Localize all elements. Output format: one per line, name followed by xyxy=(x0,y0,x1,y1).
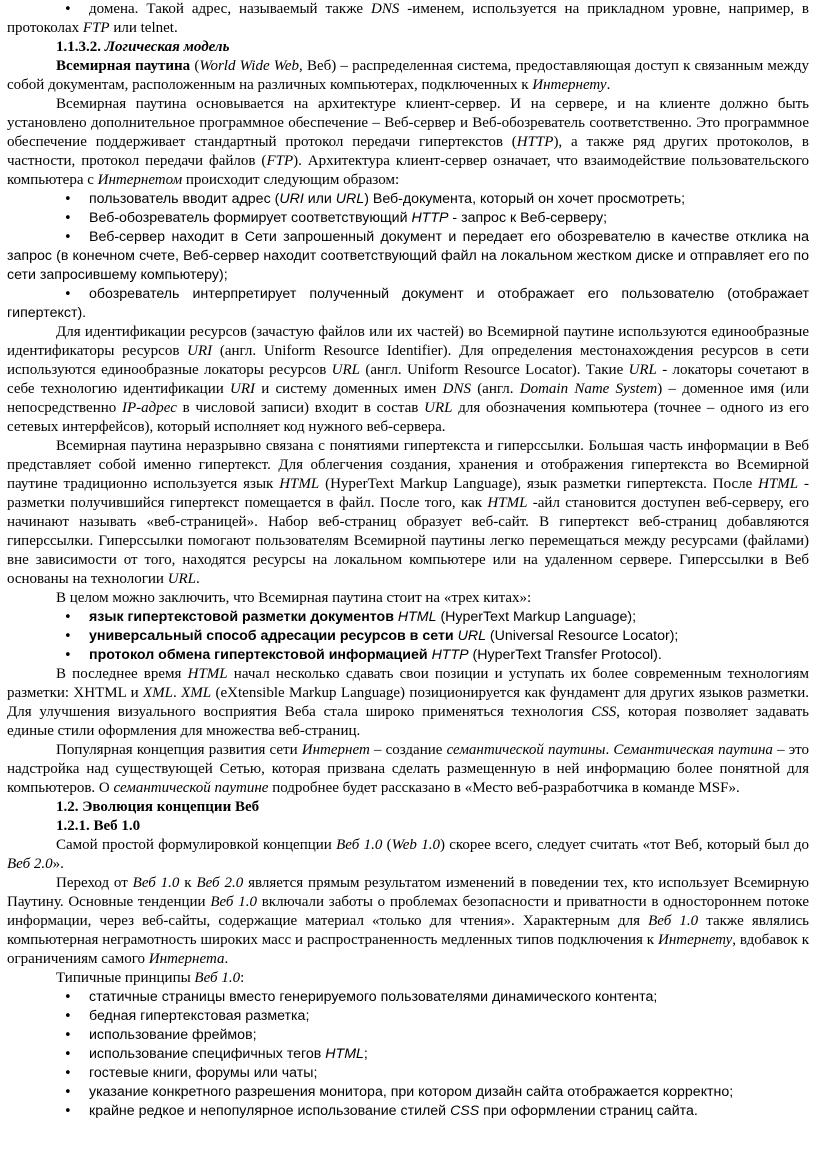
body-paragraph xyxy=(7,57,809,95)
emphasis-text: URL xyxy=(335,191,365,207)
text-run: Самой простой формулировкой концепции xyxy=(56,837,337,853)
emphasis-text: Интернет xyxy=(301,742,370,758)
text-run: (англ. Uniform Resource Identifier). Для определения местонахождения ресурсов в сети используются единообразные локаторы ресурсов xyxy=(7,343,809,378)
text-run: , вдобавок к ограничениям самого xyxy=(7,932,810,967)
emphasis-text: DNS xyxy=(442,381,471,397)
text-run: . xyxy=(224,951,229,967)
emphasis-text: HTML xyxy=(758,476,799,492)
bullet-item xyxy=(7,209,809,228)
emphasis-text: URL xyxy=(331,362,361,378)
text-run: 1.2. Эволюция концепции Веб xyxy=(56,799,260,815)
emphasis-text: CSS xyxy=(450,1103,480,1119)
emphasis-text: FTP xyxy=(82,20,110,36)
text-run: (eXtensible Markup Language) позиционируется как фундамент для других языков разметки. Для улучшения визуального восприятия Веба стала широко применяться технология xyxy=(7,685,810,720)
emphasis-text: Интернету xyxy=(532,77,607,93)
text-run: статичные страницы вместо генерируемого пользователями динамического контента; xyxy=(89,989,658,1005)
text-run: , которая позволяет задавать единые стили оформления для множества веб-страниц. xyxy=(7,704,809,739)
emphasis-text: семантической паутины xyxy=(446,742,606,758)
text-run: ». xyxy=(52,856,64,872)
body-paragraph xyxy=(7,969,809,988)
emphasis-text: FTP xyxy=(266,153,294,169)
text-run: – создание xyxy=(369,742,447,758)
emphasis-text: HTML xyxy=(487,495,528,511)
bullet-item xyxy=(7,1102,809,1121)
text-run: указание конкретного разрешения монитора, при котором дизайн сайта отображается корректно; xyxy=(89,1084,734,1100)
text-run: - локаторы сочетают в себе технологию идентификации xyxy=(7,362,809,397)
emphasis-text: Веб 1.0 xyxy=(194,970,241,986)
bullet-item xyxy=(7,190,809,209)
section-heading xyxy=(7,798,809,817)
text-run: -айл становится доступен веб-серверу, его начинают называть «веб-страницей». Набор веб-страниц образует веб-сайт. В гипертекст веб-страниц добавляются гиперссылки. Гиперссылки помогают пользователям Всемирной паутины легко перемещаться между ресурсами (файлами) вне зависимости от того, находятся ресурсы на локальном компьютере или на удаленном сервере. Гиперссылки в Веб основаны на технологии xyxy=(7,495,809,587)
emphasis-text: Веб 1.0 xyxy=(336,837,383,853)
body-paragraph xyxy=(7,589,809,608)
text-run: при оформлении страниц сайта. xyxy=(479,1103,698,1119)
text-run: В последнее время xyxy=(56,666,188,682)
emphasis-text: HTML xyxy=(279,476,320,492)
text-run: Популярная концепция развития сети xyxy=(56,742,302,758)
text-run: ( xyxy=(382,837,392,853)
text-run: домена. Такой адрес, называемый также xyxy=(89,1,371,17)
text-run: и систему доменных имен xyxy=(255,381,443,397)
emphasis-text: семантической паутине xyxy=(113,780,269,796)
text-run: . xyxy=(173,685,182,701)
text-run: В целом можно заключить, что Всемирная паутина стоит на «трех китах»: xyxy=(56,590,532,606)
text-run: Для идентификации ресурсов (зачастую файлов или их частей) во Всемирной паутине используются единообразные идентификаторы ресурсов xyxy=(7,324,809,359)
emphasis-text: Domain Name System xyxy=(519,381,658,397)
emphasis-text: URI xyxy=(187,343,213,359)
text-run: Всемирная паутина основывается на архитектуре клиент-сервер. И на сервере, и на клиенте должно быть установлено дополнительное программное обеспечение – Веб-сервер и Веб-обозреватель соответственно. Это программное обеспечение поддерживает стандартный протокол передачи гипертекстов ( xyxy=(7,96,809,150)
emphasis-text: HTML xyxy=(397,609,437,625)
text-run: ( xyxy=(190,58,200,74)
text-run: к xyxy=(179,875,197,891)
text-run: Веб-сервер находит в Сети запрошенный документ и передает его обозревателю в качестве отклика на запрос (в конечном счете, Веб-сервер находит соответствующий файл на локальном жестком диске и отправляет его по сети запросившему компьютеру); xyxy=(7,229,809,283)
bullet-item xyxy=(7,627,809,646)
text-run: начал несколько сдавать свои позиции и уступать их более современным технологиям разметки: XHTML и xyxy=(7,666,809,701)
text-run: (англ. Uniform Resource Locator). Такие xyxy=(360,362,629,378)
emphasis-text: CSS xyxy=(591,704,617,720)
emphasis-text: Веб 2.0 xyxy=(196,875,244,891)
emphasis-text: HTTP xyxy=(516,134,554,150)
bullet-item xyxy=(7,1007,809,1026)
bold-text: протокол обмена гипертекстовой информацией xyxy=(89,647,428,663)
text-run: (Universal Resource Locator); xyxy=(485,628,679,644)
emphasis-text: Интернета xyxy=(148,951,225,967)
text-run: (англ. xyxy=(470,381,520,397)
emphasis-text: HTTP xyxy=(431,647,469,663)
emphasis-text: Интернетом xyxy=(97,172,183,188)
emphasis-text: Веб 2.0 xyxy=(7,856,53,872)
text-run: также являлись компьютерная неграмотность широких масс и распространенность медленных типов подключения к xyxy=(7,913,810,948)
bullet-item xyxy=(7,285,809,323)
emphasis-text: DNS xyxy=(371,1,400,17)
emphasis-text: XML xyxy=(143,685,173,701)
bold-text: Всемирная паутина xyxy=(56,58,191,74)
body-paragraph xyxy=(7,741,809,798)
text-run: ), а также ряд других протоколов, в частности, протокол передачи файлов ( xyxy=(7,134,809,169)
text-run: или telnet. xyxy=(109,20,178,36)
section-heading xyxy=(7,817,809,836)
text-run: (HyperText Markup Language); xyxy=(436,609,637,625)
emphasis-text: Логическая модель xyxy=(104,39,230,55)
text-run: в числовой записи) входит в состав xyxy=(176,400,425,416)
text-run: Веб-обозреватель формирует соответствующий xyxy=(89,210,412,226)
body-paragraph xyxy=(7,437,809,589)
bullet-item xyxy=(7,608,809,627)
bullet-item xyxy=(7,228,809,285)
bullet-item xyxy=(7,0,809,38)
emphasis-text: Веб 1.0 xyxy=(210,894,257,910)
text-run: включали заботы о проблемах безопасности и приватности в одностороннем потоке информации, через веб-сайты, содержащие материал «только для чтения». Характерным для xyxy=(7,894,809,929)
emphasis-text: URL xyxy=(628,362,657,378)
text-run: (HyperText Markup Language), язык разметки гипертекста. После xyxy=(319,476,759,492)
emphasis-text: IP-адрес xyxy=(122,400,177,416)
bold-text: язык гипертекстовой разметки документов xyxy=(89,609,394,625)
text-run: 1.1.3.2. xyxy=(56,39,105,55)
emphasis-text: Интернету xyxy=(657,932,733,948)
text-run: – это надстройка над существующей Сетью, которая призвана сделать размещенную в ней информацию более понятной для компьютеров. О xyxy=(7,742,810,796)
bullet-item xyxy=(7,646,809,665)
bullet-item xyxy=(7,1083,809,1102)
bullet-item xyxy=(7,1026,809,1045)
text-run: является прямым результатом изменений в поведении тех, кто использует Всемирную Паутину. Основные тенденции xyxy=(7,875,810,910)
emphasis-text: URL xyxy=(457,628,486,644)
emphasis-text: HTML xyxy=(187,666,228,682)
body-paragraph xyxy=(7,665,809,741)
text-run: ) скорее всего, следует считать «тот Веб, который был до xyxy=(439,837,810,853)
text-run: Переход от xyxy=(56,875,133,891)
body-paragraph xyxy=(7,874,809,969)
text-run: пользователь вводит адрес ( xyxy=(89,191,280,207)
text-run: , Веб) – распределенная система, предоставляющая доступ к связанным между собой документам, расположенным на различных компьютерах, подключенных к xyxy=(7,58,809,93)
text-run: использование специфичных тегов xyxy=(89,1046,326,1062)
text-run: 1.2.1. Веб 1.0 xyxy=(56,818,141,834)
bullet-item xyxy=(7,1064,809,1083)
text-run: ) Веб-документа, который он хочет просмотреть; xyxy=(364,191,686,207)
emphasis-text: URI xyxy=(230,381,255,397)
emphasis-text: XML xyxy=(181,685,212,701)
emphasis-text: Семантическая паутина xyxy=(613,742,773,758)
text-run: Типичные принципы xyxy=(56,970,195,986)
bold-text: универсальный способ адресации ресурсов в сети xyxy=(89,628,454,644)
text-run: гостевые книги, форумы или чаты; xyxy=(89,1065,318,1081)
text-run: (HyperText Transfer Protocol). xyxy=(468,647,662,663)
emphasis-text: Веб 1.0 xyxy=(648,913,699,929)
text-run: . xyxy=(196,571,200,587)
text-run: для обозначения компьютера (точнее – одного из его сетевых интерфейсов), который исполняет код нужного веб-сервера. xyxy=(7,400,810,435)
text-run: - разметки получившийся гипертекст помещается в файл. После того, как xyxy=(7,476,809,511)
emphasis-text: HTML xyxy=(325,1046,364,1062)
text-run: использование фреймов; xyxy=(89,1027,257,1043)
text-run: -именем, используется на прикладном уровне, например, в протоколах xyxy=(7,1,810,36)
text-run: ) – доменное имя (или непосредственно xyxy=(7,381,810,416)
text-run: . xyxy=(606,77,611,93)
section-heading xyxy=(7,38,809,57)
text-run: ; xyxy=(363,1046,368,1062)
text-run: : xyxy=(240,970,245,986)
text-run: бедная гипертекстовая разметка; xyxy=(89,1008,310,1024)
emphasis-text: Web 1.0 xyxy=(391,837,440,853)
text-run: Всемирная паутина неразрывно связана с понятиями гипертекста и гиперссылки. Большая часть информации в Веб представляет собой именно гипертекст. Для облегчения создания, хранения и отображения гипертекста во Всемирной паутине традиционно используется язык xyxy=(7,438,809,492)
emphasis-text: URL xyxy=(424,400,453,416)
body-paragraph xyxy=(7,836,809,874)
bullet-item xyxy=(7,988,809,1007)
text-run: . xyxy=(605,742,614,758)
text-run: - запрос к Веб-серверу; xyxy=(448,210,608,226)
emphasis-text: World Wide Web xyxy=(199,58,300,74)
text-run: ). Архитектура клиент-сервер означает, что взаимодействие пользовательского компьютера с xyxy=(7,153,809,188)
emphasis-text: Веб 1.0 xyxy=(132,875,180,891)
text-run: обозреватель интерпретирует полученный документ и отображает его пользователю (отображает гипертекст). xyxy=(7,286,809,321)
emphasis-text: URI xyxy=(279,191,304,207)
body-paragraph xyxy=(7,323,809,437)
text-run: или xyxy=(303,191,336,207)
text-run: крайне редкое и непопулярное использование стилей xyxy=(89,1103,451,1119)
body-paragraph xyxy=(7,95,809,190)
text-run: происходит следующим образом: xyxy=(182,172,400,188)
bullet-item xyxy=(7,1045,809,1064)
emphasis-text: URL xyxy=(167,571,197,587)
text-run: подробнее будет рассказано в «Место веб-разработчика в команде MSF». xyxy=(268,780,740,796)
emphasis-text: HTTP xyxy=(411,210,449,226)
